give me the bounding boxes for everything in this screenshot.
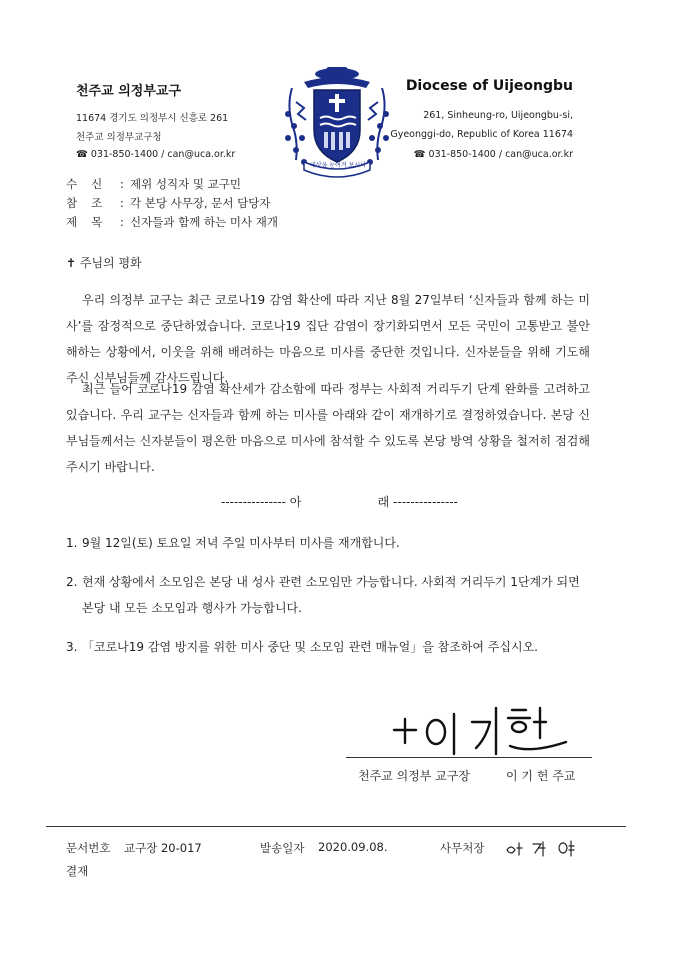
recipient-colon: : — [120, 177, 124, 191]
reference-label: 참조 — [66, 196, 117, 210]
approval-label: 결재 — [66, 864, 89, 878]
list-item — [66, 634, 590, 660]
subject-value: 신자들과 함께 하는 미사 재개 — [130, 215, 278, 229]
subject-colon: : — [120, 215, 124, 229]
list-item — [66, 569, 590, 621]
org-name-korean: 천주교 의정부교구 — [76, 84, 181, 99]
emblem-motto: 세상을 눈여겨 보시니 — [310, 162, 366, 169]
chancellor-signature — [503, 838, 583, 860]
list-item-number: 1. — [66, 536, 78, 550]
doc-number-label: 문서번호 — [66, 841, 111, 855]
send-date-label: 발송일자 — [260, 841, 305, 855]
subject-label: 제목 — [66, 215, 117, 229]
body-paragraph-1: 우리 의정부 교구는 최근 코로나19 감염 확산에 따라 지난 8월 27일부터 ‘신자들과 함께 하는 미사’를 잠정적으로 중단하였습니다. 코로나19 집단 감염이 장기화되면서 모든 국민이 고통받고 불안해하는 상황에서, 이웃을 위해 배려하는 마음으로 미사를 중단한 것입니다. 신자분들을 위해 기도해 주신 신부님들께 감사드립니다. — [66, 293, 590, 385]
footer-rule — [46, 826, 626, 827]
send-date-value: 2020.09.08. — [318, 840, 388, 854]
address-english-line1: 261, Sinheung-ro, Uijeongbu-si, — [423, 110, 573, 121]
below-heading: --------------- 아 래 --------------- — [220, 495, 458, 509]
address-english-line2: Gyeonggi-do, Republic of Korea 11674 — [390, 129, 573, 140]
signer-name: 이 기 헌 주교 — [506, 769, 576, 783]
list-item-text: 9월 12일(토) 토요일 저녁 주일 미사부터 미사를 재개합니다. — [82, 536, 400, 550]
reference-colon: : — [120, 196, 124, 210]
office-korean: 천주교 의정부교구청 — [76, 132, 162, 143]
body-paragraph-2: 최근 들어 코로나19 감염 확산세가 감소함에 따라 정부는 사회적 거리두기 단계 완화를 고려하고 있습니다. 우리 교구는 신자들과 함께 하는 미사를 아래와 같이 재개하기로 결정하였습니다. 본당 신부님들께서는 신자분들이 평온한 마음으로 미사에 참석할 수 있도록 본당 방역 상황을 철저히 점검해 주시기 바랍니다. — [66, 382, 590, 474]
list-item — [66, 530, 590, 556]
contact-english: ☎ 031-850-1400 / can@uca.or.kr — [413, 149, 573, 160]
subject-row — [66, 214, 278, 230]
reference-row — [66, 195, 270, 211]
list-item-number: 3. — [66, 640, 78, 654]
recipient-row — [66, 176, 241, 192]
address-korean: 11674 경기도 의정부시 신흥로 261 — [76, 113, 229, 124]
org-name-english: Diocese of Uijeongbu — [405, 78, 573, 94]
signature-rule — [346, 757, 592, 758]
reference-value: 각 본당 사무장, 문서 담당자 — [130, 196, 271, 210]
contact-korean: ☎ 031-850-1400 / can@uca.or.kr — [76, 149, 236, 160]
list-item-number: 2. — [66, 575, 78, 589]
list-item-text: 「코로나19 감염 방지를 위한 미사 중단 및 소모임 관련 매뉴얼」을 참조하여 주십시오. — [82, 640, 538, 654]
recipient-label: 수신 — [66, 177, 117, 191]
handwritten-signature — [384, 700, 574, 758]
doc-number-value: 교구장 20-017 — [124, 841, 202, 855]
greeting: ✝ 주님의 평화 — [66, 256, 142, 270]
recipient-value: 제위 성직자 및 교구민 — [130, 177, 241, 191]
list-item-text: 현재 상황에서 소모임은 본당 내 성사 관련 소모임만 가능합니다. 사회적 거리두기 1단계가 되면 본당 내 모든 소모임과 행사가 가능합니다. — [82, 575, 580, 615]
signer-organization: 천주교 의정부 교구장 — [358, 769, 470, 783]
chancellor-label: 사무처장 — [440, 841, 485, 855]
